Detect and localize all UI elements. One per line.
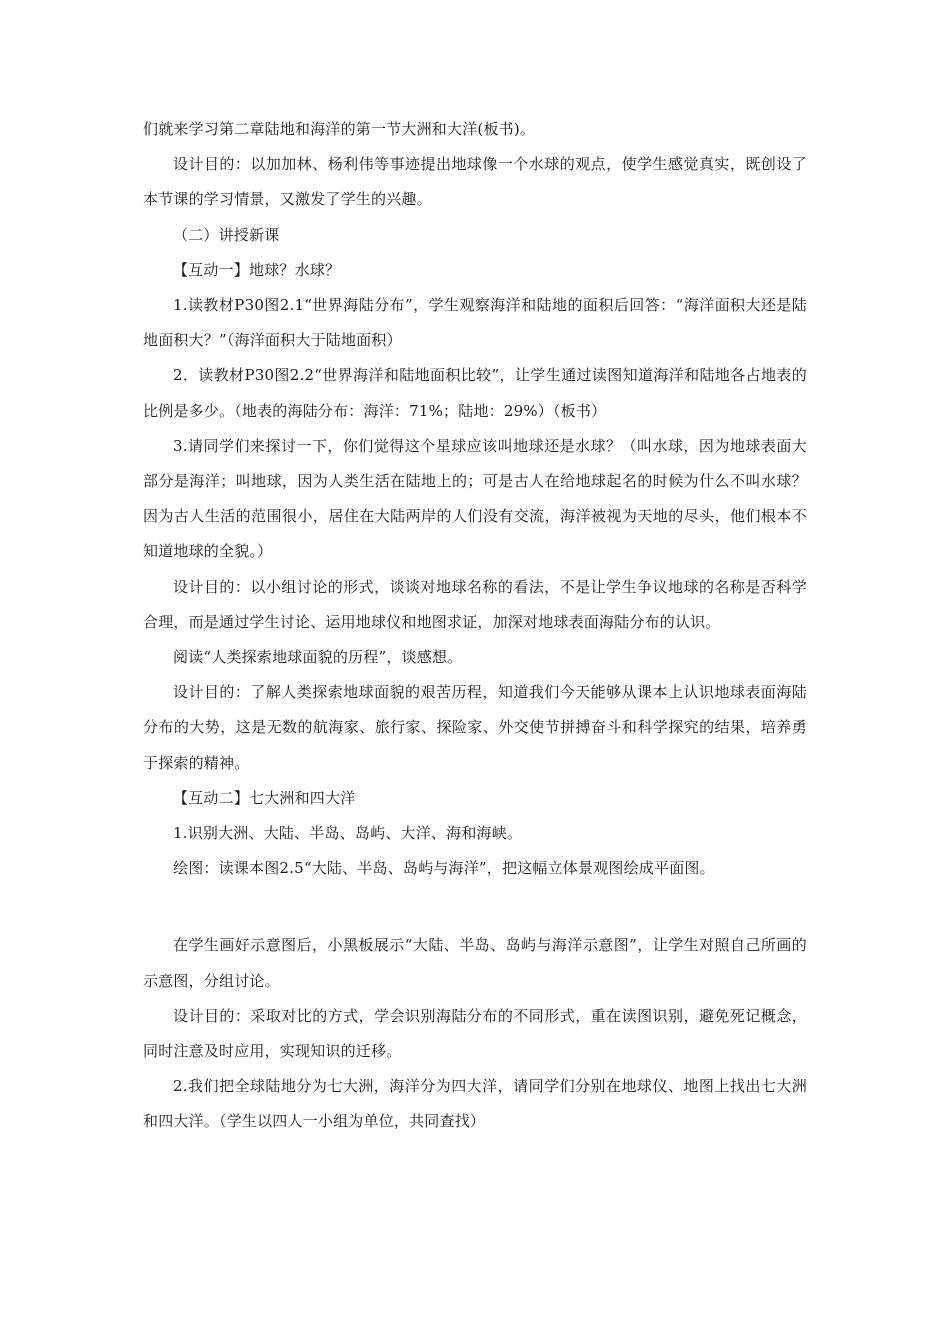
document-body [143,112,807,1140]
section-heading-new-lesson: （二）讲授新课 [173,225,280,244]
paragraph-design-purpose-1: 设计目的：以加加林、杨利伟等事迹提出地球像一个水球的观点，使学生感觉真实，既创设了本节课的学习情景，又激发了学生的兴趣。 [143,155,807,209]
paragraph-identify: 1.识别大洲、大陆、半岛、岛屿、大洋、海和海峡。 [173,824,523,843]
paragraph-reading: 阅读“人类探索地球面貌的历程”，谈感想。 [173,648,463,667]
interaction-one-heading: 【互动一】地球？水球？ [173,260,341,279]
paragraph-design-purpose-3: 设计目的：了解人类探索地球面貌的艰苦历程，知道我们今天能够从课本上认识地球表面海陆分布的大势，这是无数的航海家、旅行家、探险家、外交使节拼搏奋斗和科学探究的结果，培养勇于探索的精神。 [143,683,807,772]
interaction-two-heading: 【互动二】七大洲和四大洋 [173,788,356,807]
paragraph-step-3: 3.请同学们来探讨一下，你们觉得这个星球应该叫地球还是水球？（叫水球，因为地球表面大部分是海洋；叫地球，因为人类生活在陆地上的；可是古人在给地球起名的时候为什么不叫水球？因为古人生活的范围很小，居住在大陆两岸的人们没有交流，海洋被视为天地的尽头，他们根本不知道地球的全貌。） [143,436,807,561]
paragraph-design-purpose-4: 设计目的：采取对比的方式，学会识别海陆分布的不同形式，重在读图识别，避免死记概念，同时注意及时应用，实现知识的迁移。 [143,1006,807,1061]
paragraph-continents-oceans: 2.我们把全球陆地分为七大洲，海洋分为四大洋，请同学们分别在地球仪、地图上找出七大洲和四大洋。（学生以四人一小组为单位，共同查找） [143,1077,807,1131]
paragraph-step-1: 1.读教材P30图2.1“世界海陆分布”，学生观察海洋和陆地的面积后回答：“海洋面积大还是陆地面积大？”（海洋面积大于陆地面积） [143,296,807,350]
paragraph-continuation: 们就来学习第二章陆地和海洋的第一节大洲和大洋(板书)。 [143,120,536,138]
blank-space [143,886,807,928]
paragraph-drawing: 绘图：读课本图2.5“大陆、半岛、岛屿与海洋”，把这幅立体景观图绘成平面图。 [173,859,715,878]
paragraph-step-2: 2．读教材P30图2.2“世界海洋和陆地面积比较”，让学生通过读图知道海洋和陆地各占地表的比例是多少。（地表的海陆分布：海洋：71%；陆地：29%）（板书） [143,366,807,420]
paragraph-blackboard: 在学生画好示意图后，小黑板展示“大陆、半岛、岛屿与海洋示意图”，让学生对照自己所画的示意图，分组讨论。 [143,936,807,990]
paragraph-design-purpose-2: 设计目的：以小组讨论的形式，谈谈对地球名称的看法，不是让学生争议地球的名称是否科学合理，而是通过学生讨论、运用地球仪和地图求证，加深对地球表面海陆分布的认识。 [143,577,807,631]
